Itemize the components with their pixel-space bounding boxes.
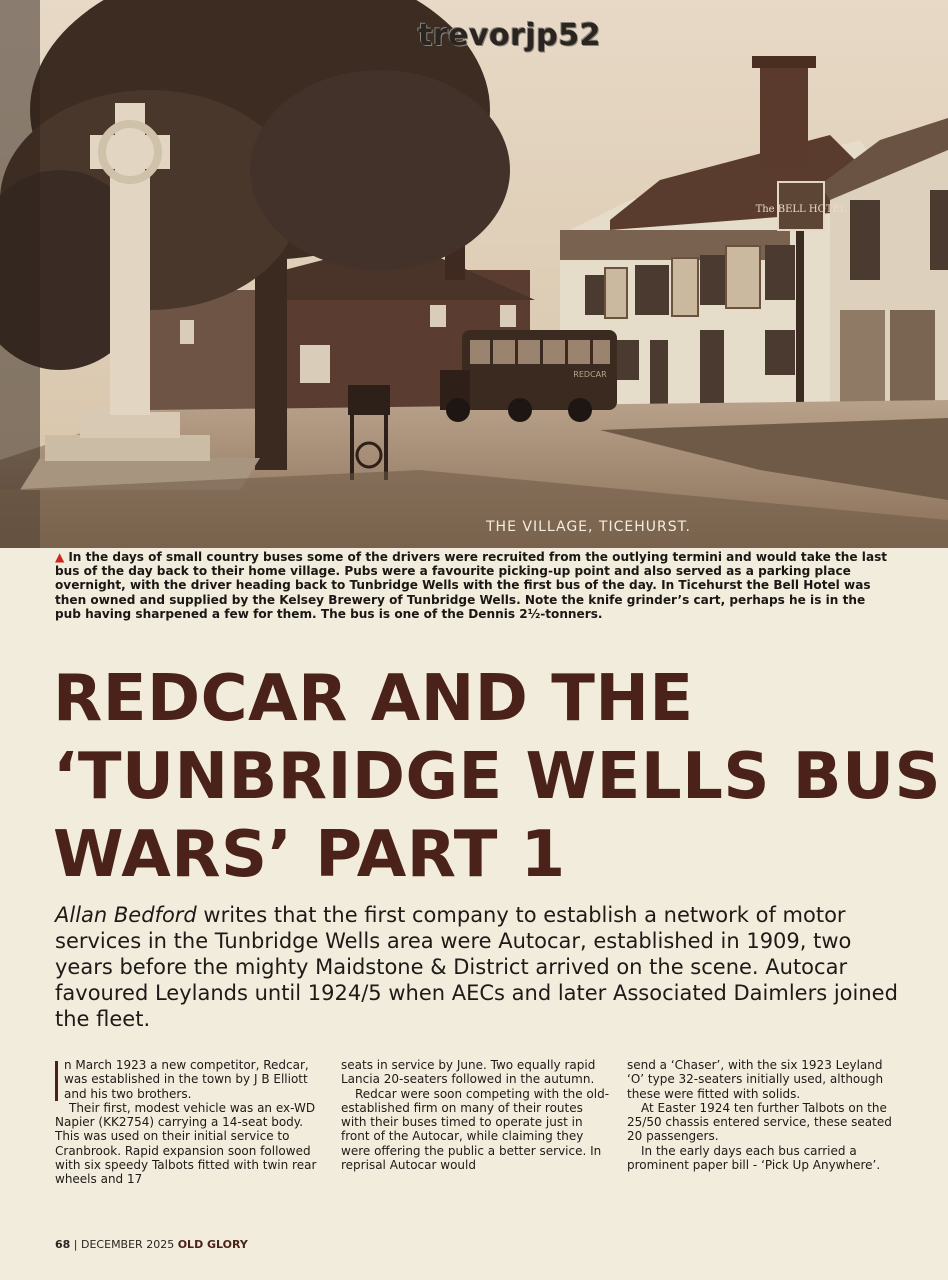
photo-embedded-caption: THE VILLAGE, TICEHURST. xyxy=(486,519,691,535)
body-column-3 xyxy=(627,1058,897,1187)
body-paragraph: At Easter 1924 ten further Talbots on the 25/50 chassis entered service, these seated 20 passengers. xyxy=(627,1100,892,1144)
caption-text: In the days of small country buses some of the drivers were recruited from the outlying termini and would take the last bus of the day back to their home village. Pubs were a favourite picking-up point and also served as a parking place overnight, with the driver heading back to Tunbridge Wells with the first bus of the day. In Ticehurst the Bell Hotel was then owned and supplied by the Kelsey Brewery of Tunbridge Wells. Note the knife grinder’s cart, perhaps he is in the pub having sharpened a few for them. The bus is one of the Dennis 2½-tonners. xyxy=(55,550,888,621)
bus-lettering: REDCAR xyxy=(573,370,607,379)
page-footer: 68 | DECEMBER 2025 OLD GLORY xyxy=(55,1238,248,1251)
author-name: Allan Bedford xyxy=(55,903,197,927)
bell-hotel-sign: The BELL HOTEL xyxy=(755,204,847,215)
body-columns xyxy=(55,1058,905,1187)
page-number: 68 xyxy=(55,1238,71,1251)
drop-cap-bar xyxy=(55,1061,58,1101)
caption-triangle-icon: ▲ xyxy=(55,550,65,564)
photo-caption xyxy=(55,550,895,621)
body-text: n March 1923 a new competitor, Redcar, was established in the town by J B Elliott and his two brothers. xyxy=(64,1058,309,1101)
body-paragraph: send a ‘Chaser’, with the six 1923 Leyland ‘O’ type 32-seaters initially used, although these were fitted with solids. xyxy=(627,1058,884,1101)
redcar-bus xyxy=(440,330,617,422)
body-paragraph: In the early days each bus carried a prominent paper bill - ‘Pick Up Anywhere’. xyxy=(627,1143,881,1173)
body-paragraph: Redcar were soon competing with the old-established firm on many of their routes with their buses timed to operate just in front of the Autocar, while claiming they were offering the public a better service. In reprisal Autocar would xyxy=(341,1086,610,1173)
village-scene-illustration xyxy=(0,0,948,548)
magazine-name: OLD GLORY xyxy=(177,1238,248,1251)
article-headline xyxy=(53,660,942,894)
body-paragraph: seats in service by June. Two equally rapid Lancia 20-seaters followed in the autumn. xyxy=(341,1058,596,1087)
body-paragraph xyxy=(55,1058,325,1101)
headline-line-1: REDCAR AND THE xyxy=(53,662,694,736)
issue-date: DECEMBER 2025 xyxy=(81,1238,175,1251)
sepia-photograph xyxy=(0,0,948,548)
headline-line-2: ‘TUNBRIDGE WELLS BUS xyxy=(53,740,942,814)
body-column-2 xyxy=(341,1058,611,1187)
standfirst xyxy=(55,902,915,1032)
body-paragraph: Their first, modest vehicle was an ex-WD Napier (KK2754) carrying a 14-seat body. This was used on their initial service to Cranbrook. Rapid expansion soon followed with six speedy Talbots fitted with twin rear wheels and 17 xyxy=(55,1100,317,1187)
headline-line-3: WARS’ PART 1 xyxy=(53,818,566,892)
standfirst-text: writes that the first company to establish a network of motor services in the Tunbridge Wells area were Autocar, established in 1909, two years before the mighty Maidstone & District arrived on the scene. Autocar favoured Leylands until 1924/5 when AECs and later Associated Daimlers joined the fleet. xyxy=(55,903,898,1031)
watermark-text: trevorjp52 xyxy=(418,18,601,53)
body-column-1 xyxy=(55,1058,325,1187)
